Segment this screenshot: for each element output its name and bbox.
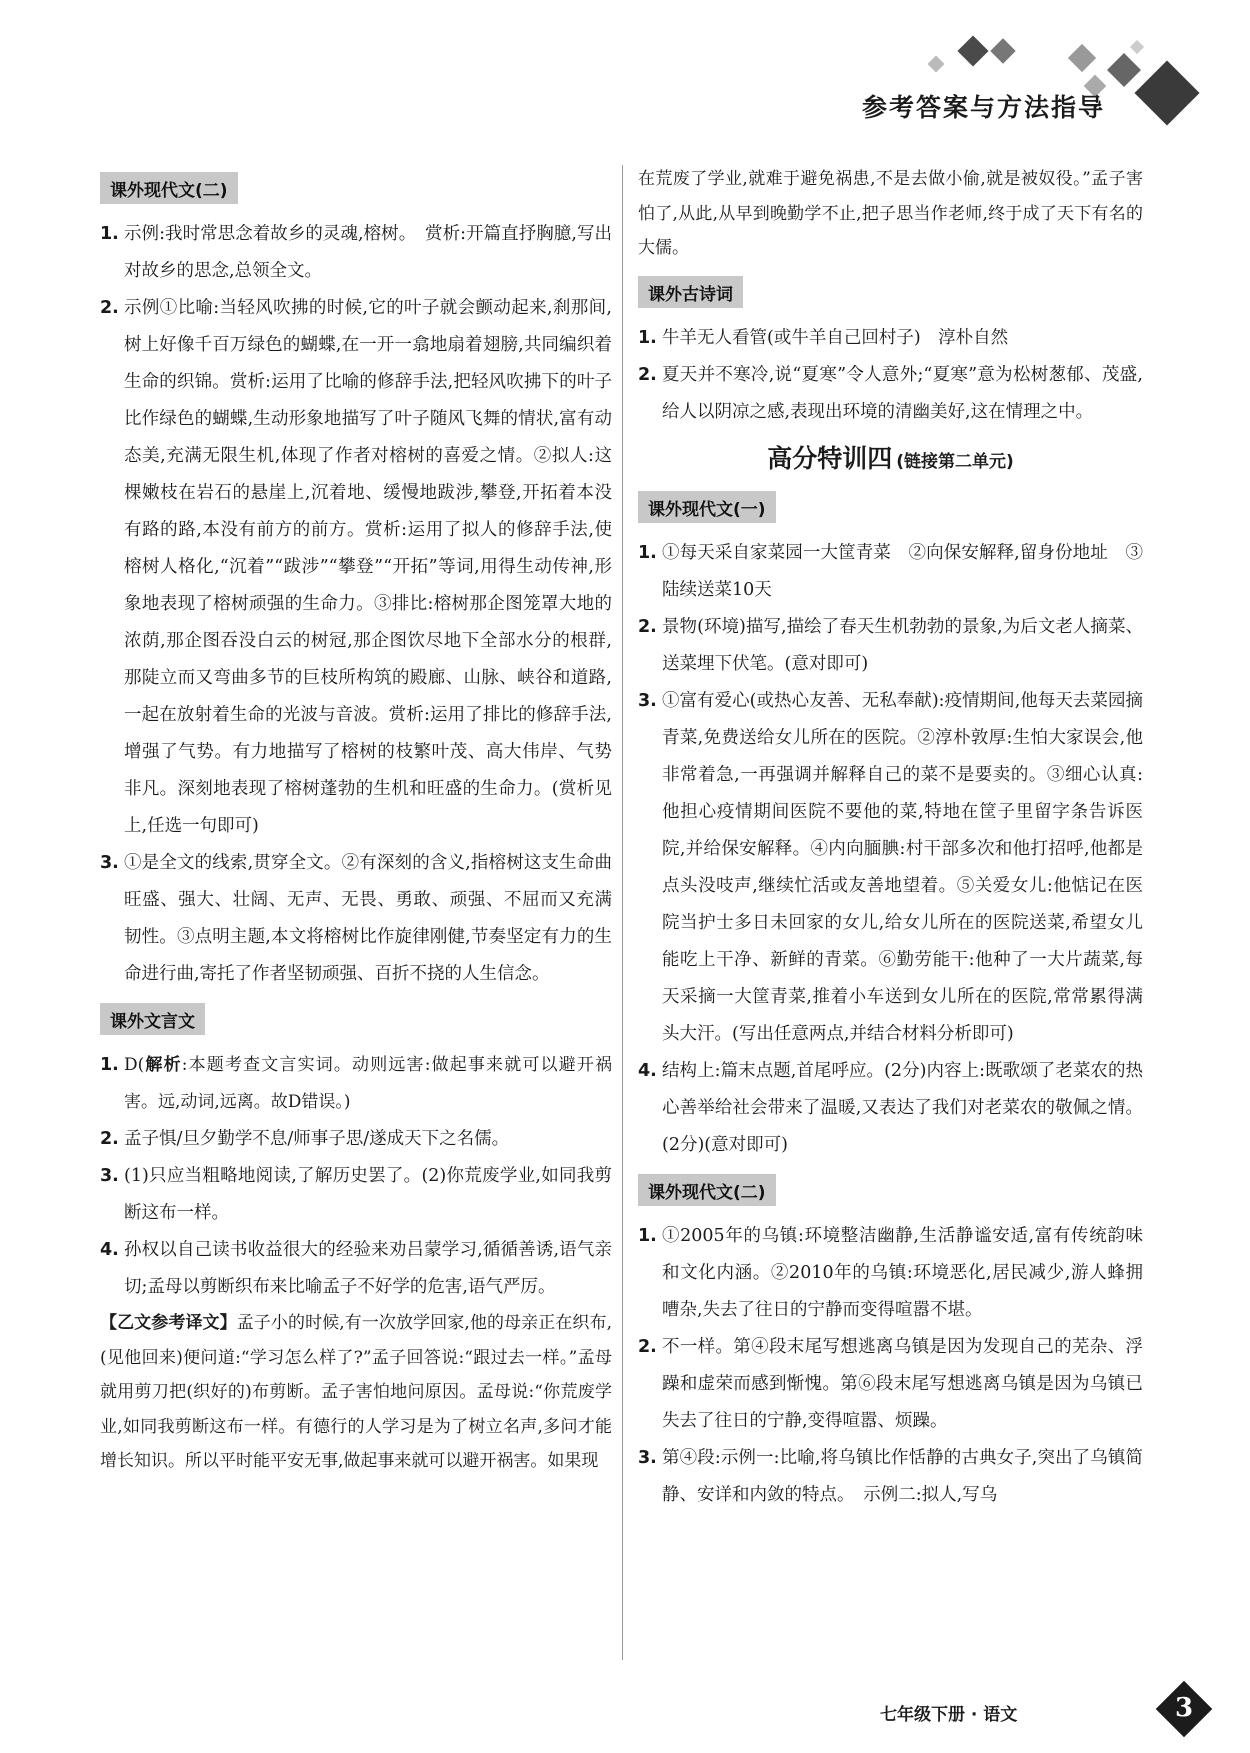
page-number: 3 [1174,1693,1194,1723]
item-text: 示例:我时常思念着故乡的灵魂,榕树。 赏析:开篇直抒胸臆,写出对故乡的思念,总领全文。 [124,224,612,281]
diamond-icon [1107,53,1141,87]
item-number: 1. [638,542,657,563]
answer-item [638,535,1143,609]
answer-item [638,1218,1143,1329]
item-text: ①2005年的乌镇:环境整洁幽静,生活静谧安适,富有传统韵味和文化内涵。②2010年的乌镇:环境恶化,居民减少,游人蜂拥嘈杂,失去了往日的宁静而变得喧嚣不堪。 [662,1225,1143,1320]
item-text: 牛羊无人看管(或牛羊自己回村子) 淳朴自然 [662,327,1009,348]
left-column [100,162,612,1479]
answer-item [638,1053,1143,1164]
item-number: 3. [100,1166,119,1186]
item-number: 3. [638,690,657,711]
page-number-badge [1155,1680,1213,1738]
right-column [638,162,1143,1514]
item-text: ①富有爱心(或热心友善、无私奉献):疫情期间,他每天去菜园摘青菜,免费送给女儿所在的医院。②淳朴敦厚:生怕大家误会,他非常着急,一再强调并解释自己的菜不是要卖的。③细心认真:他担心疫情期间医院不要他的菜,特地在筐子里留字条告诉医院,并给保安解释。④内向腼腆:村干部多次和他打招呼,他都是点头没吱声,继续忙活或友善地望着。⑤关爱女儿:他惦记在医院当护士多日未回家的女儿,给女儿所在的医院送菜,希望女儿能吃上干净、新鲜的青菜。⑥勤劳能干:他种了一大片蔬菜,每天采摘一大筐青菜,推着小车送到女儿所在的医院,常常累得满头大汗。(写出任意两点,并结合材料分析即可) [662,690,1143,1044]
item-text: 第④段:示例一:比喻,将乌镇比作恬静的古典女子,突出了乌镇简静、安详和内敛的特点。 示例二:拟人,写乌 [662,1447,1143,1505]
answer-item [638,357,1143,431]
answer-item [100,845,612,993]
section-heading: 课外古诗词 [638,276,743,308]
item-text: (1)只应当粗略地阅读,了解历史罢了。(2)你荒废学业,如同我剪断这布一样。 [124,1166,612,1223]
item-text: 结构上:篇末点题,首尾呼应。(2分)内容上:既歌颂了老菜农的热心善举给社会带来了温暖,又表达了我们对老菜农的敬佩之情。(2分)(意对即可) [662,1060,1143,1155]
header-title: 参考答案与方法指导 [861,93,1105,122]
answer-item [638,609,1143,683]
translation-text: 孟子小的时候,有一次放学回家,他的母亲正在织布,(见他回来)便问道:“学习怎么样了?”孟子回答说:“跟过去一样。”孟母就用剪刀把(织好的)布剪断。孟子害怕地问原因。孟母说:“你荒废学业,如同我剪断这布一样。有德行的人学习是为了树立名声,多问才能增长知识。所以平时能平安无事,做起事来就可以避开祸害。如果现 [100,1313,612,1471]
item-number: 2. [638,364,657,385]
item-number: 2. [638,616,657,637]
answer-item [638,683,1143,1053]
item-text: 示例①比喻:当轻风吹拂的时候,它的叶子就会颤动起来,刹那间,树上好像千百万绿色的蝴蝶,在一开一翕地扇着翅膀,共同编织着生命的织锦。赏析:运用了比喻的修辞手法,把轻风吹拂下的叶子比作绿色的蝴蝶,生动形象地描写了叶子随风飞舞的情状,富有动态美,充满无限生机,体现了作者对榕树的喜爱之情。②拟人:这棵嫩枝在岩石的悬崖上,沉着地、缓慢地跋涉,攀登,开拓着本没有路的路,本没有前方的前方。赏析:运用了拟人的修辞手法,使榕树人格化,“沉着”“跋涉”“攀登”“开拓”等词,用得生动传神,形象地表现了榕树顽强的生命力。③排比:榕树那企图笼罩大地的浓荫,那企图吞没白云的树冠,那企图饮尽地下全部水分的根群,那陡立而又弯曲多节的巨枝所构筑的殿廊、山脉、峡谷和道路,一起在放射着生命的光波与音波。赏析:运用了排比的修辞手法,增强了气势。有力地描写了榕树的枝繁叶茂、高大伟岸、气势非凡。深刻地表现了榕树蓬勃的生机和旺盛的生命力。(赏析见上,任选一句即可) [124,298,612,836]
section-heading: 课外现代文(二) [638,1174,776,1206]
item-text: ①每天采自家菜园一大筐青菜 ②向保安解释,留身份地址 ③陆续送菜10天 [662,542,1143,600]
item-number: 2. [100,1129,119,1149]
item-text: 不一样。第④段末尾写想逃离乌镇是因为发现自己的芜杂、浮躁和虚荣而感到惭愧。第⑥段末尾写想逃离乌镇是因为乌镇已失去了往日的宁静,变得喧嚣、烦躁。 [662,1336,1143,1431]
answer-item [638,1329,1143,1440]
item-text: 夏天并不寒冷,说“夏寒”令人意外;“夏寒”意为松树葱郁、茂盛,给人以阴凉之感,表现出环境的清幽美好,这在情理之中。 [662,364,1143,422]
answer-item [100,216,612,290]
section-heading: 课外文言文 [100,1003,205,1035]
item-number: 2. [100,298,119,318]
diamond-icon [928,56,945,73]
item-text: ①是全文的线索,贯穿全文。②有深刻的含义,指榕树这支生命曲旺盛、强大、壮阔、无声、无畏、勇敢、顽强、不屈而又充满韧性。③点明主题,本文将榕树比作旋律刚健,节奏坚定有力的生命进行曲,寄托了作者坚韧顽强、百折不挠的人生信念。 [124,853,612,984]
lesson-subtitle: (链接第二单元) [896,451,1014,472]
answer-item [638,320,1143,357]
section-heading: 课外现代文(二) [100,172,238,204]
item-number: 1. [638,327,657,348]
answer-item [100,290,612,845]
translation-continued: 在荒废了学业,就难于避免祸患,不是去做小偷,就是被奴役。”孟子害怕了,从此,从早到晚勤学不止,把子思当作老师,终于成了天下有名的大儒。 [638,169,1143,258]
answer-item [100,1232,612,1306]
item-number: 1. [638,1225,657,1246]
footer-grade-subject: 七年级下册 · 语文 [880,1705,1018,1725]
item-text: 孟子惧/旦夕勤学不息/师事子思/遂成天下之名儒。 [124,1129,510,1149]
item-number: 4. [638,1060,657,1081]
column-divider [622,165,623,1660]
lesson-main-title: 高分特训四 [767,443,893,473]
answer-item [638,1440,1143,1514]
diamond-icon [1134,60,1199,125]
item-number: 2. [638,1336,657,1357]
analysis-text: :本题考查文言实词。动则远害:做起事来就可以避开祸害。远,动词,远离。故D错误。) [124,1055,612,1112]
answer-letter: D( [124,1055,145,1075]
section-heading: 课外现代文(一) [638,491,776,523]
item-number: 1. [100,1055,119,1075]
item-text: 景物(环境)描写,描绘了春天生机勃勃的景象,为后文老人摘菜、送菜埋下伏笔。(意对即可) [662,616,1143,674]
answer-item [100,1158,612,1232]
answer-item [100,1121,612,1158]
diamond-icon [990,38,1015,63]
item-number: 3. [100,853,119,873]
item-number: 4. [100,1240,119,1260]
translation-label: 【乙文参考译文】 [100,1313,237,1333]
answer-item [100,1047,612,1121]
translation-block [100,1306,612,1479]
item-number: 1. [100,224,119,244]
item-text: 孙权以自己读书收益很大的经验来劝吕蒙学习,循循善诱,语气亲切;孟母以剪断织布来比喻孟子不好学的危害,语气严厉。 [124,1240,612,1297]
item-number: 3. [638,1447,657,1468]
lesson-title [638,439,1143,475]
diamond-icon [1068,44,1096,72]
diamond-icon [957,35,988,66]
analysis-label: 解析 [144,1055,182,1075]
diamond-icon [1130,40,1144,54]
